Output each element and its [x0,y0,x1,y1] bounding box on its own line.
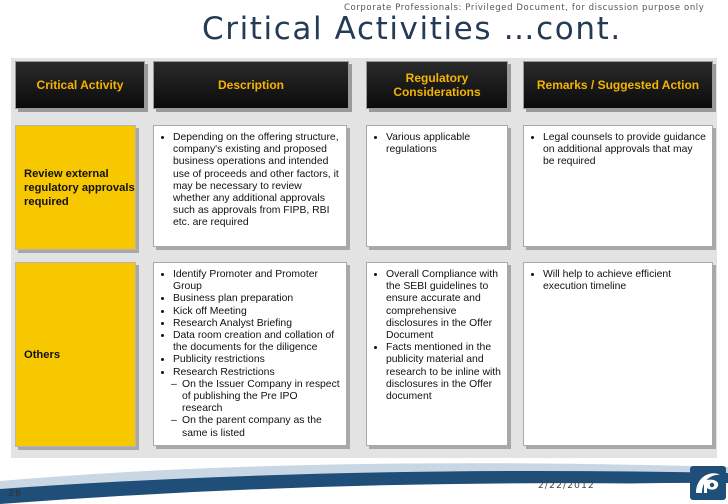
regulatory-cell-row-2 [366,262,508,446]
bullet-item: • Overall Compliance with the SEBI guidelines to ensure accurate and comprehensive disclosures in the Offer Document [386,269,501,342]
bullet-item: • Various applicable regulations [386,132,501,156]
page-number: 26 [8,488,23,499]
bullet-item: • Data room creation and collation of the documents for the diligence [173,330,340,354]
bullet-item: • Legal counsels to provide guidance on additional approvals that may be required [543,132,706,169]
regulatory-cell-row-1 [366,125,508,247]
activity-cell-review-approvals: Review external regulatory approvals required [15,125,136,250]
description-cell-row-1 [153,125,347,247]
bullet-item: • Will help to achieve efficient execution timeline [543,269,706,293]
column-header-critical-activity: Critical Activity [15,61,145,109]
bullet-item: • Publicity restrictions [173,354,340,366]
bullet-item: • Business plan preparation [173,293,340,305]
column-header-remarks: Remarks / Suggested Action [523,61,713,109]
sub-bullet-item: – On the parent company as the same is listed [171,415,340,439]
column-header-description: Description [153,61,349,109]
sub-bullet-item: – On the Issuer Company in respect of publishing the Pre IPO research [171,379,340,416]
column-header-regulatory-considerations: Regulatory Considerations [366,61,508,109]
description-cell-row-2 [153,262,347,446]
confidential-notice: Corporate Professionals: Privileged Document, for discussion purpose only [344,3,705,13]
bullet-item: • Depending on the offering structure, company's existing and proposed business operations and intended use of proceeds and other factors, it may be necessary to review whether any additional approvals such as approvals from FIPB, RBI etc. are required [173,132,340,230]
activity-cell-others: Others [15,262,136,447]
footer-swoosh-band [0,463,728,504]
remarks-cell-row-1 [523,125,713,247]
slide-title: Critical Activities …cont. [202,11,622,47]
bullet-item: • Identify Promoter and Promoter Group [173,269,340,293]
bullet-item: • Facts mentioned in the publicity material and research to be inline with disclosures in the Offer document [386,342,501,403]
bullet-item: • Research Restrictions [173,367,340,379]
bullet-item: • Kick off Meeting [173,306,340,318]
bullet-item: • Research Analyst Briefing [173,318,340,330]
remarks-cell-row-2 [523,262,713,446]
company-logo-icon [690,466,726,500]
slide-date: 2/22/2012 [538,481,595,491]
